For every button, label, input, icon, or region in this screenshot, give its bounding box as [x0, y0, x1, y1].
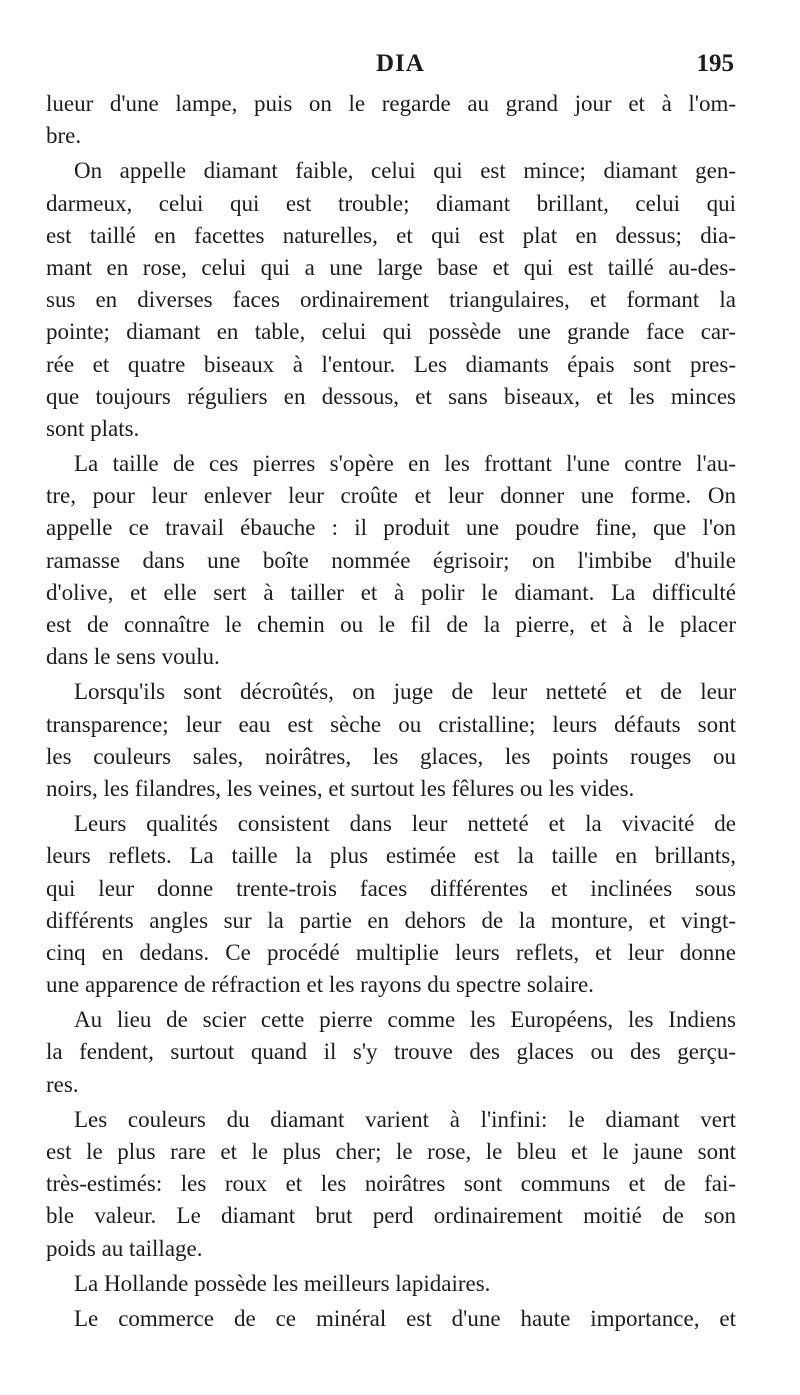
text-line: cinq en dedans. Ce procédé multiplie leurs reflets, et leur donne	[46, 939, 736, 965]
text-line: sus en diverses faces ordinairement triangulaires, et formant la	[46, 287, 736, 313]
text-line: Les couleurs du diamant varient à l'infini: le diamant vert	[74, 1106, 736, 1132]
text-line: pointe; diamant en table, celui qui possède une grande face car-	[46, 319, 736, 345]
text-line: On appelle diamant faible, celui qui est mince; diamant gen-	[74, 158, 736, 184]
text-line: d'olive, et elle sert à tailler et à polir le diamant. La difficulté	[46, 579, 736, 605]
text-line: est de connaître le chemin ou le fil de la pierre, et à le placer	[46, 612, 736, 637]
body-text	[46, 88, 736, 1335]
text-line: Le commerce de ce minéral est d'une haute importance, et	[74, 1305, 736, 1331]
page-number: 195	[696, 50, 734, 77]
text-line: la fendent, surtout quand il s'y trouve des glaces ou des gerçu-	[46, 1039, 736, 1065]
text-line: leurs reflets. La taille la plus estimée est la taille en brillants,	[46, 843, 736, 869]
text-line: ramasse dans une boîte nommée égrisoir; on l'imbibe d'huile	[46, 547, 736, 573]
text-line: poids au taillage.	[46, 1235, 203, 1261]
text-line: Lorsqu'ils sont décroûtés, on juge de leur netteté et de leur	[74, 679, 736, 705]
text-line: appelle ce travail ébauche : il produit une poudre fine, que l'on	[46, 515, 736, 541]
text-line: Leurs qualités consistent dans leur netteté et la vivacité de	[74, 811, 736, 837]
text-line: Au lieu de scier cette pierre comme les Européens, les Indiens	[74, 1007, 736, 1033]
text-line: ble valeur. Le diamant brut perd ordinairement moitié de son	[46, 1203, 736, 1229]
text-line: res.	[46, 1071, 79, 1097]
text-line: que toujours réguliers en dessous, et sans biseaux, et les minces	[46, 383, 736, 409]
text-line: noirs, les filandres, les veines, et surtout les fêlures ou les vides.	[46, 775, 635, 801]
text-line: lueur d'une lampe, puis on le regarde au grand jour et à l'om-	[46, 91, 736, 116]
text-line: une apparence de réfraction et les rayons du spectre solaire.	[46, 972, 594, 998]
text-line: darmeux, celui qui est trouble; diamant brillant, celui qui	[46, 190, 736, 216]
text-line: les couleurs sales, noirâtres, les glaces, les points rouges ou	[46, 743, 736, 769]
text-line: très-estimés: les roux et les noirâtres sont communs et de fai-	[46, 1171, 736, 1197]
page-header	[0, 50, 800, 84]
text-line: différents angles sur la partie en dehors de la monture, et vingt-	[46, 907, 736, 933]
text-line: est le plus rare et le plus cher; le rose, le bleu et le jaune sont	[46, 1139, 736, 1164]
text-line: qui leur donne trente-trois faces différentes et inclinées sous	[46, 875, 736, 901]
text-line: tre, pour leur enlever leur croûte et leur donner une forme. On	[46, 483, 736, 509]
text-line: est taillé en facettes naturelles, et qui est plat en dessus; dia-	[46, 222, 736, 248]
text-line: La taille de ces pierres s'opère en les frottant l'une contre l'au-	[74, 451, 736, 477]
text-line: dans le sens voulu.	[46, 644, 220, 670]
text-line: bre.	[46, 123, 82, 149]
text-line: La Hollande possède les meilleurs lapidaires.	[74, 1270, 491, 1296]
running-head: DIA	[376, 50, 425, 77]
text-line: sont plats.	[46, 415, 140, 441]
text-line: mant en rose, celui qui a une large base et qui est taillé au-des-	[46, 254, 736, 280]
text-line: rée et quatre biseaux à l'entour. Les diamants épais sont pres-	[46, 351, 736, 377]
text-line: transparence; leur eau est sèche ou cristalline; leurs défauts sont	[46, 711, 736, 737]
